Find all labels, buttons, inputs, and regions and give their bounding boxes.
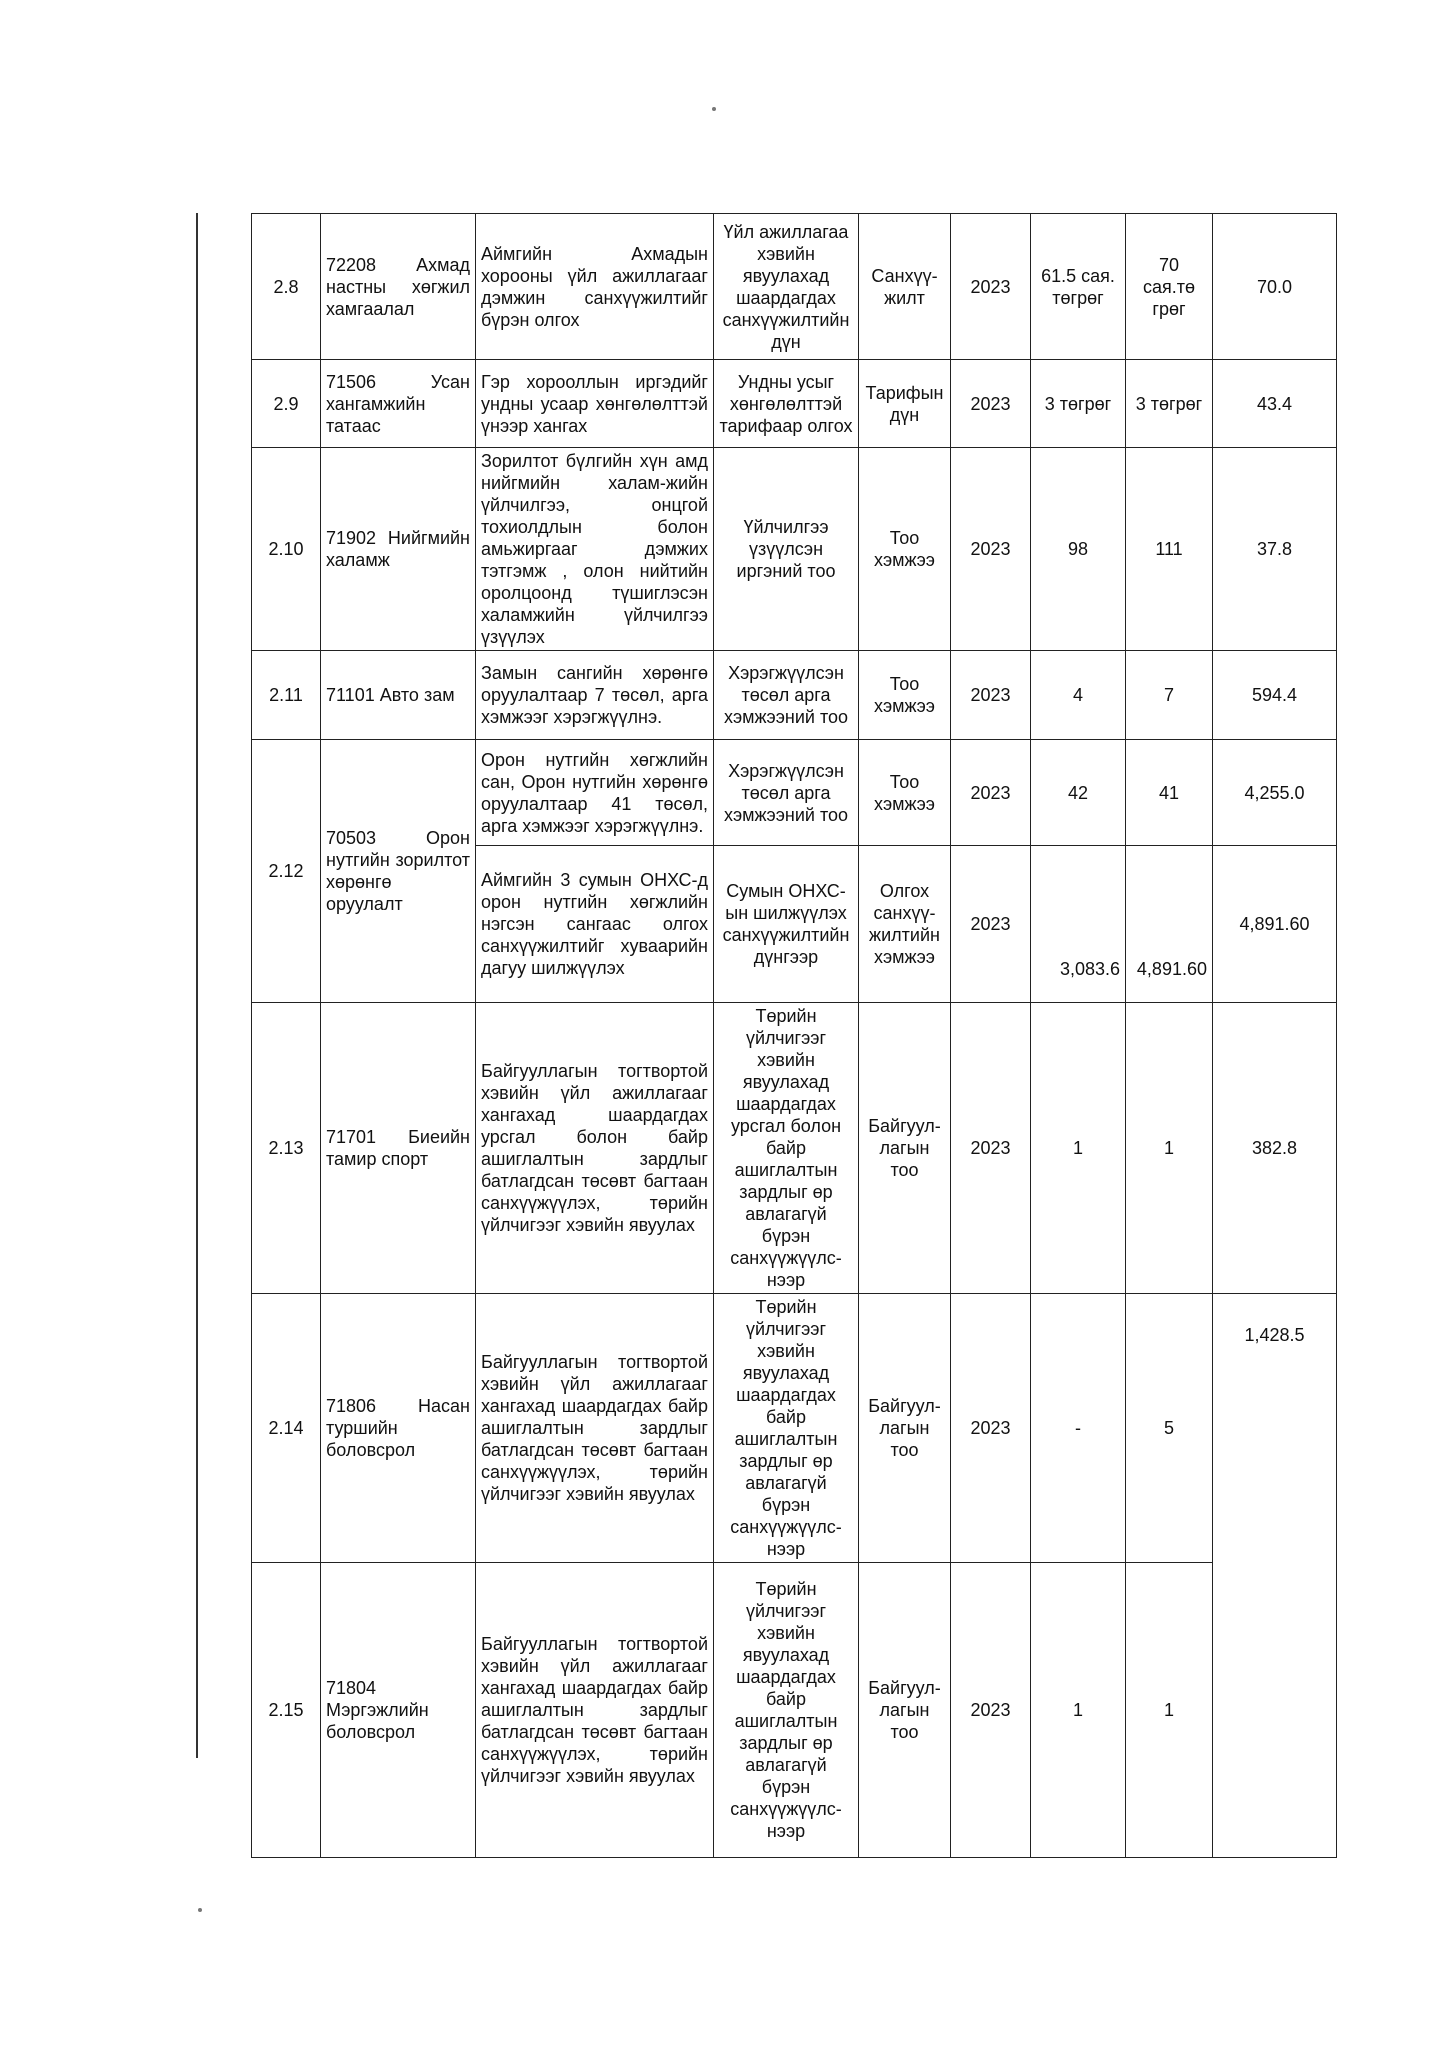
year-cell: 2023	[951, 360, 1031, 448]
indicator-text: Хэрэгжүүлсэн төсөл арга хэмжээний тоо	[714, 651, 859, 740]
year-cell: 2023	[951, 740, 1031, 846]
indicator-text: Сумын ОНХС-ын шилжүүлэх санхүүжилтийн дүнгээр	[714, 846, 859, 1003]
action-text: Аймгийн Ахмадын хорооны үйл ажиллагааг дэмжин санхүүжилтийг бүрэн олгох	[476, 214, 714, 360]
target-cell: 70 сая.тө грөг	[1126, 214, 1213, 360]
target-cell: 3 төгрөг	[1126, 360, 1213, 448]
year-cell: 2023	[951, 448, 1031, 651]
program-name: 71806 Насан туршийн боловсрол	[321, 1294, 476, 1563]
scan-margin-line	[196, 213, 198, 1758]
target-cell: 5	[1126, 1294, 1213, 1563]
baseline-cell: 42	[1031, 740, 1126, 846]
budget-cell: 1,428.5	[1213, 1294, 1337, 1858]
program-name: 71701 Биеийн тамир спорт	[321, 1003, 476, 1294]
baseline-cell: 3 төгрөг	[1031, 360, 1126, 448]
indicator-text: Хэрэгжүүлсэн төсөл арга хэмжээний тоо	[714, 740, 859, 846]
unit-cell: Байгуул-лагын тоо	[859, 1294, 951, 1563]
action-text: Гэр хорооллын иргэдийг ундны усаар хөнгөлөлттэй үнээр хангах	[476, 360, 714, 448]
budget-cell: 43.4	[1213, 360, 1337, 448]
baseline-cell: -	[1031, 1294, 1126, 1563]
program-name: 71804 Мэргэжлийн боловсрол	[321, 1563, 476, 1858]
baseline-cell: 4	[1031, 651, 1126, 740]
row-number: 2.11	[252, 651, 321, 740]
baseline-cell: 3,083.6	[1031, 846, 1126, 1003]
row-number: 2.9	[252, 360, 321, 448]
table-row	[252, 1563, 1337, 1858]
budget-cell: 37.8	[1213, 448, 1337, 651]
baseline-cell: 1	[1031, 1563, 1126, 1858]
row-number: 2.12	[252, 740, 321, 1003]
unit-cell: Байгуул-лагын тоо	[859, 1003, 951, 1294]
indicator-text: Төрийн үйлчигээг хэвийн явуулахад шаардагдах байр ашиглалтын зардлыг өр авлагагүй бүрэн санхүүжүүлс-нээр	[714, 1563, 859, 1858]
program-name: 72208 Ахмад настны хөгжил хамгаалал	[321, 214, 476, 360]
action-text: Байгууллагын тогтвортой хэвийн үйл ажиллагааг хангахад шаардагдах байр ашиглалтын зардлыг батлагдсан төсөвт багтаан санхүүжүүлэх, төрийн үйлчигээг хэвийн явуулах	[476, 1563, 714, 1858]
program-name: 71101 Авто зам	[321, 651, 476, 740]
year-cell: 2023	[951, 214, 1031, 360]
baseline-cell: 1	[1031, 1003, 1126, 1294]
budget-cell: 4,891.60	[1213, 846, 1337, 1003]
indicator-text: Үйл ажиллагаа хэвийн явуулахад шаардагдах санхүүжилтийн дүн	[714, 214, 859, 360]
row-number: 2.10	[252, 448, 321, 651]
unit-cell: Санхүү-жилт	[859, 214, 951, 360]
row-number: 2.14	[252, 1294, 321, 1563]
action-text: Байгууллагын тогтвортой хэвийн үйл ажиллагааг хангахад шаардагдах урсгал болон байр ашиглалтын зардлыг батлагдсан төсөвт багтаан санхүүжүүлэх, төрийн үйлчигээг хэвийн явуулах	[476, 1003, 714, 1294]
program-name: 71506 Усан хангамжийн татаас	[321, 360, 476, 448]
program-indicator-table	[251, 213, 1337, 1858]
action-text: Замын сангийн хөрөнгө оруулалтаар 7 төсөл, арга хэмжээг хэрэгжүүлнэ.	[476, 651, 714, 740]
target-cell: 4,891.60	[1126, 846, 1213, 1003]
budget-cell: 70.0	[1213, 214, 1337, 360]
year-cell: 2023	[951, 1563, 1031, 1858]
year-cell: 2023	[951, 846, 1031, 1003]
action-text: Байгууллагын тогтвортой хэвийн үйл ажиллагааг хангахад шаардагдах байр ашиглалтын зардлыг батлагдсан төсөвт багтаан санхүүжүүлэх, төрийн үйлчигээг хэвийн явуулах	[476, 1294, 714, 1563]
target-cell: 1	[1126, 1563, 1213, 1858]
target-cell: 111	[1126, 448, 1213, 651]
indicator-text: Төрийн үйлчигээг хэвийн явуулахад шаардагдах урсгал болон байр ашиглалтын зардлыг өр авлагагүй бүрэн санхүүжүүлс-нээр	[714, 1003, 859, 1294]
budget-cell: 594.4	[1213, 651, 1337, 740]
target-cell: 1	[1126, 1003, 1213, 1294]
scan-speck	[712, 107, 716, 111]
unit-cell: Тоо хэмжээ	[859, 740, 951, 846]
program-name: 71902 Нийгмийн халамж	[321, 448, 476, 651]
indicator-text: Үйлчилгээ үзүүлсэн иргэний тоо	[714, 448, 859, 651]
table-row	[252, 1003, 1337, 1294]
target-cell: 7	[1126, 651, 1213, 740]
year-cell: 2023	[951, 1003, 1031, 1294]
target-cell: 41	[1126, 740, 1213, 846]
unit-cell: Олгох санхүү-жилтийн хэмжээ	[859, 846, 951, 1003]
year-cell: 2023	[951, 651, 1031, 740]
indicator-text: Төрийн үйлчигээг хэвийн явуулахад шаардагдах байр ашиглалтын зардлыг өр авлагагүй бүрэн санхүүжүүлс-нээр	[714, 1294, 859, 1563]
table-row	[252, 740, 1337, 846]
table-row	[252, 214, 1337, 360]
table-row	[252, 360, 1337, 448]
unit-cell: Тоо хэмжээ	[859, 651, 951, 740]
budget-cell: 382.8	[1213, 1003, 1337, 1294]
scan-speck	[198, 1908, 202, 1912]
action-text: Зорилтот бүлгийн хүн амд нийгмийн халам-жийн үйлчилгээ, онцгой тохиолдлын болон амьжиргааг дэмжих тэтгэмж , олон нийтийн оролцоонд түшиглэсэн халамжийн үйлчилгээ үзүүлэх	[476, 448, 714, 651]
action-text: Аймгийн 3 сумын ОНХС-д орон нутгийн хөгжлийн нэгсэн сангаас олгох санхүүжилтийг хуваарийн дагуу шилжүүлэх	[476, 846, 714, 1003]
row-number: 2.13	[252, 1003, 321, 1294]
indicator-text: Ундны усыг хөнгөлөлттэй тарифаар олгох	[714, 360, 859, 448]
baseline-cell: 61.5 сая. төгрөг	[1031, 214, 1126, 360]
program-name: 70503 Орон нутгийн зорилтот хөрөнгө оруулалт	[321, 740, 476, 1003]
row-number: 2.15	[252, 1563, 321, 1858]
year-cell: 2023	[951, 1294, 1031, 1563]
table-row	[252, 448, 1337, 651]
table-row	[252, 1294, 1337, 1563]
unit-cell: Тоо хэмжээ	[859, 448, 951, 651]
unit-cell: Байгуул-лагын тоо	[859, 1563, 951, 1858]
unit-cell: Тарифын дүн	[859, 360, 951, 448]
action-text: Орон нутгийн хөгжлийн сан, Орон нутгийн хөрөнгө оруулалтаар 41 төсөл, арга хэмжээг хэрэгжүүлнэ.	[476, 740, 714, 846]
table-row	[252, 651, 1337, 740]
row-number: 2.8	[252, 214, 321, 360]
baseline-cell: 98	[1031, 448, 1126, 651]
budget-cell: 4,255.0	[1213, 740, 1337, 846]
